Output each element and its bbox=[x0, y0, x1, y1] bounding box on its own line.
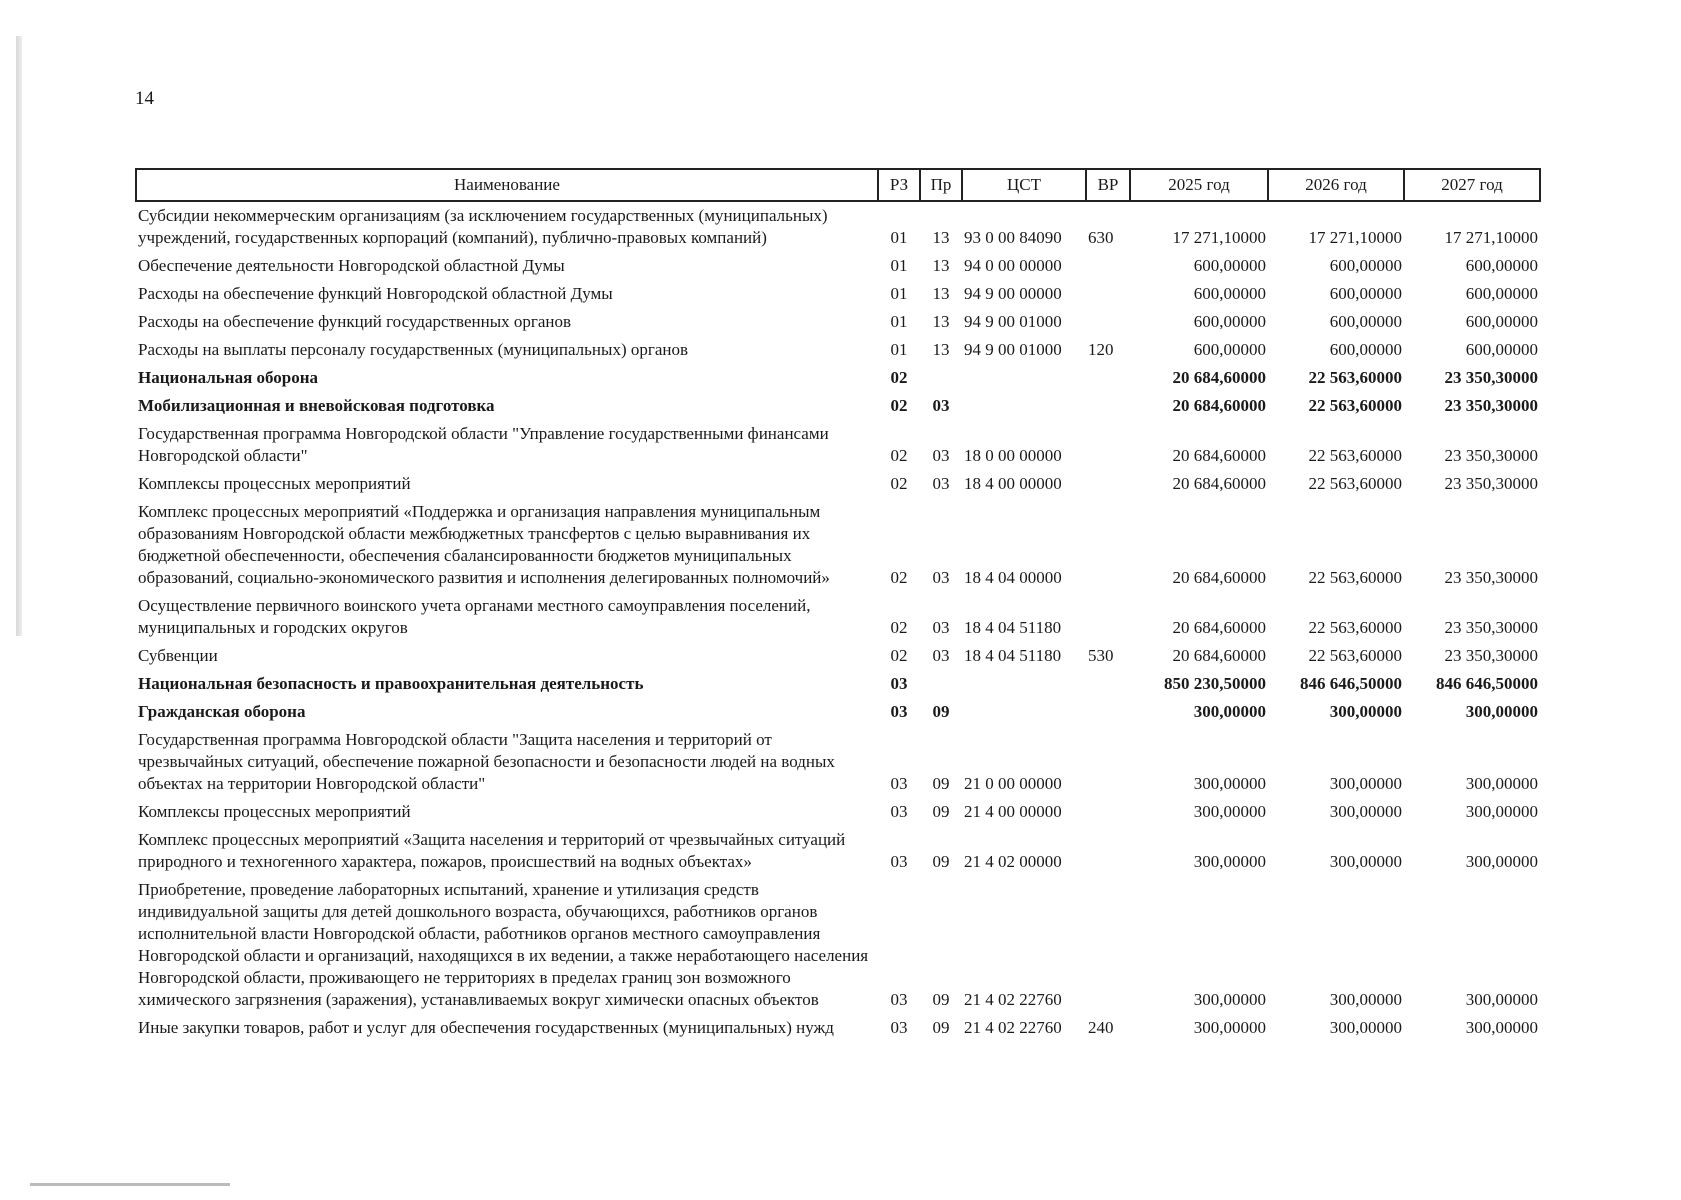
row-cst bbox=[962, 698, 1086, 726]
row-amount-2026: 600,00000 bbox=[1329, 312, 1402, 331]
row-amount-2026: 22 563,60000 bbox=[1308, 396, 1402, 415]
table-row bbox=[136, 308, 1540, 336]
row-vr: 120 bbox=[1088, 340, 1114, 359]
row-amount-2027: 300,00000 bbox=[1465, 802, 1538, 821]
row-amount-2027: 846 646,50000 bbox=[1436, 674, 1538, 693]
table-header-row bbox=[136, 169, 1540, 201]
row-amount-2027: 600,00000 bbox=[1465, 312, 1538, 331]
row-name: Комплекс процессных мероприятий «Защита населения и территорий от чрезвычайных ситуаций природного и техногенного характера, пожаров, происшествий на водных объектах» bbox=[138, 830, 846, 871]
row-cst: 21 4 02 22760 bbox=[964, 1018, 1062, 1037]
row-amount-2025: 300,00000 bbox=[1193, 802, 1266, 821]
table-row bbox=[136, 420, 1540, 470]
row-cst: 18 4 04 00000 bbox=[964, 568, 1062, 587]
header-2026: 2026 год bbox=[1268, 169, 1404, 201]
row-rz: 02 bbox=[890, 568, 908, 587]
row-amount-2025: 600,00000 bbox=[1193, 340, 1266, 359]
row-rz: 03 bbox=[890, 852, 908, 871]
page-number: 14 bbox=[135, 88, 154, 109]
row-cst: 21 4 02 00000 bbox=[964, 852, 1062, 871]
row-amount-2025: 20 684,60000 bbox=[1172, 618, 1266, 637]
row-pr: 03 bbox=[932, 446, 950, 465]
row-cst bbox=[962, 670, 1086, 698]
row-rz: 03 bbox=[890, 674, 908, 693]
row-vr: 240 bbox=[1088, 1018, 1114, 1037]
row-amount-2026: 300,00000 bbox=[1329, 802, 1402, 821]
row-cst: 94 9 00 01000 bbox=[964, 312, 1062, 331]
row-rz: 03 bbox=[890, 990, 908, 1009]
row-amount-2025: 300,00000 bbox=[1193, 702, 1266, 721]
row-amount-2026: 22 563,60000 bbox=[1308, 568, 1402, 587]
row-amount-2027: 300,00000 bbox=[1465, 774, 1538, 793]
row-cst: 94 0 00 00000 bbox=[964, 256, 1062, 275]
table-row bbox=[136, 252, 1540, 280]
row-vr bbox=[1086, 698, 1130, 726]
row-amount-2026: 300,00000 bbox=[1329, 852, 1402, 871]
budget-table bbox=[135, 168, 1541, 1042]
row-cst bbox=[962, 364, 1086, 392]
row-amount-2025: 300,00000 bbox=[1193, 852, 1266, 871]
row-pr: 13 bbox=[932, 228, 950, 247]
row-pr: 03 bbox=[932, 396, 950, 415]
table-row bbox=[136, 1014, 1540, 1042]
row-vr bbox=[1086, 798, 1130, 826]
row-amount-2026: 600,00000 bbox=[1329, 256, 1402, 275]
row-name: Приобретение, проведение лабораторных испытаний, хранение и утилизация средств индивидуальной защиты для детей дошкольного возраста, обучающихся, работников органов исполнительной власти Новгородской области, работников органов местного самоуправления Новгородской области и организаций, находящихся в их ведении, а также неработающего населения Новгородской области, проживающего не территориях в пределах границ зон возможного химического загрязнения (заражения), устанавливаемых вокруг химически опасных объектов bbox=[138, 880, 869, 1009]
row-name: Национальная оборона bbox=[138, 368, 319, 387]
row-amount-2027: 23 350,30000 bbox=[1444, 474, 1538, 493]
row-vr: 630 bbox=[1088, 228, 1114, 247]
row-cst: 18 4 04 51180 bbox=[964, 646, 1062, 665]
row-amount-2026: 22 563,60000 bbox=[1308, 446, 1402, 465]
row-pr: 13 bbox=[932, 340, 950, 359]
row-amount-2025: 20 684,60000 bbox=[1172, 368, 1266, 387]
row-amount-2025: 20 684,60000 bbox=[1172, 446, 1266, 465]
table-row bbox=[136, 876, 1540, 1014]
row-vr bbox=[1086, 252, 1130, 280]
row-name: Комплексы процессных мероприятий bbox=[138, 802, 411, 821]
table-row bbox=[136, 364, 1540, 392]
row-name: Обеспечение деятельности Новгородской областной Думы bbox=[138, 256, 565, 275]
row-pr bbox=[920, 670, 962, 698]
row-amount-2027: 17 271,10000 bbox=[1444, 228, 1538, 247]
table-row bbox=[136, 642, 1540, 670]
row-amount-2026: 300,00000 bbox=[1329, 774, 1402, 793]
row-amount-2026: 300,00000 bbox=[1329, 1018, 1402, 1037]
header-2027: 2027 год bbox=[1404, 169, 1540, 201]
row-rz: 03 bbox=[890, 702, 908, 721]
row-amount-2025: 600,00000 bbox=[1193, 284, 1266, 303]
table-row bbox=[136, 201, 1540, 252]
row-rz: 02 bbox=[890, 618, 908, 637]
row-cst: 18 0 00 00000 bbox=[964, 446, 1062, 465]
row-vr: 530 bbox=[1088, 646, 1114, 665]
row-amount-2027: 23 350,30000 bbox=[1444, 396, 1538, 415]
row-amount-2027: 23 350,30000 bbox=[1444, 618, 1538, 637]
row-amount-2025: 20 684,60000 bbox=[1172, 396, 1266, 415]
table-row bbox=[136, 726, 1540, 798]
row-amount-2026: 846 646,50000 bbox=[1300, 674, 1402, 693]
row-pr: 03 bbox=[932, 568, 950, 587]
row-amount-2025: 300,00000 bbox=[1193, 1018, 1266, 1037]
row-rz: 02 bbox=[890, 368, 908, 387]
row-amount-2026: 22 563,60000 bbox=[1308, 646, 1402, 665]
row-amount-2027: 300,00000 bbox=[1465, 990, 1538, 1009]
table-row bbox=[136, 392, 1540, 420]
row-amount-2025: 850 230,50000 bbox=[1164, 674, 1266, 693]
row-cst bbox=[962, 392, 1086, 420]
header-pr: Пр bbox=[920, 169, 962, 201]
table-row bbox=[136, 336, 1540, 364]
table-row bbox=[136, 470, 1540, 498]
row-name: Субвенции bbox=[138, 646, 218, 665]
row-amount-2026: 22 563,60000 bbox=[1308, 618, 1402, 637]
row-amount-2025: 600,00000 bbox=[1193, 256, 1266, 275]
row-amount-2027: 23 350,30000 bbox=[1444, 646, 1538, 665]
row-cst: 93 0 00 84090 bbox=[964, 228, 1062, 247]
row-amount-2025: 17 271,10000 bbox=[1172, 228, 1266, 247]
scan-bottom-mark bbox=[30, 1183, 230, 1186]
row-rz: 03 bbox=[890, 802, 908, 821]
row-pr: 13 bbox=[932, 312, 950, 331]
row-amount-2026: 600,00000 bbox=[1329, 284, 1402, 303]
row-amount-2027: 23 350,30000 bbox=[1444, 368, 1538, 387]
row-amount-2026: 300,00000 bbox=[1329, 702, 1402, 721]
row-amount-2026: 22 563,60000 bbox=[1308, 474, 1402, 493]
row-amount-2026: 600,00000 bbox=[1329, 340, 1402, 359]
row-amount-2027: 300,00000 bbox=[1465, 1018, 1538, 1037]
row-cst: 94 9 00 00000 bbox=[964, 284, 1062, 303]
row-pr: 03 bbox=[932, 618, 950, 637]
row-pr: 09 bbox=[932, 852, 950, 871]
row-pr: 13 bbox=[932, 284, 950, 303]
row-amount-2027: 600,00000 bbox=[1465, 340, 1538, 359]
header-2025: 2025 год bbox=[1130, 169, 1268, 201]
row-amount-2025: 20 684,60000 bbox=[1172, 474, 1266, 493]
row-rz: 01 bbox=[890, 228, 908, 247]
header-vr: ВР bbox=[1086, 169, 1130, 201]
row-name: Национальная безопасность и правоохранительная деятельность bbox=[138, 674, 644, 693]
row-cst: 21 4 00 00000 bbox=[964, 802, 1062, 821]
row-amount-2027: 300,00000 bbox=[1465, 702, 1538, 721]
row-name: Государственная программа Новгородской области "Управление государственными финансами Новгородской области" bbox=[138, 424, 829, 465]
row-rz: 01 bbox=[890, 340, 908, 359]
row-amount-2025: 300,00000 bbox=[1193, 774, 1266, 793]
row-pr: 09 bbox=[932, 802, 950, 821]
header-name: Наименование bbox=[136, 169, 878, 201]
row-rz: 02 bbox=[890, 474, 908, 493]
table-row bbox=[136, 698, 1540, 726]
row-amount-2026: 17 271,10000 bbox=[1308, 228, 1402, 247]
row-name: Осуществление первичного воинского учета органами местного самоуправления поселений, муниципальных и городских округов bbox=[138, 596, 811, 637]
row-amount-2026: 22 563,60000 bbox=[1308, 368, 1402, 387]
header-rz: РЗ bbox=[878, 169, 920, 201]
row-rz: 02 bbox=[890, 396, 908, 415]
row-rz: 02 bbox=[890, 646, 908, 665]
row-name: Гражданская оборона bbox=[138, 702, 306, 721]
row-name: Расходы на обеспечение функций государственных органов bbox=[138, 312, 572, 331]
row-rz: 03 bbox=[890, 1018, 908, 1037]
row-pr: 09 bbox=[932, 990, 950, 1009]
row-amount-2026: 300,00000 bbox=[1329, 990, 1402, 1009]
table-row bbox=[136, 592, 1540, 642]
row-pr: 03 bbox=[932, 474, 950, 493]
row-name: Комплексы процессных мероприятий bbox=[138, 474, 411, 493]
row-vr bbox=[1086, 498, 1130, 592]
row-rz: 02 bbox=[890, 446, 908, 465]
row-amount-2025: 20 684,60000 bbox=[1172, 568, 1266, 587]
row-vr bbox=[1086, 592, 1130, 642]
row-amount-2027: 600,00000 bbox=[1465, 256, 1538, 275]
header-cst: ЦСТ bbox=[962, 169, 1086, 201]
row-vr bbox=[1086, 470, 1130, 498]
row-name: Комплекс процессных мероприятий «Поддержка и организация направления муниципальным образованиям Новгородской области межбюджетных трансфертов с целью выравнивания их бюджетной обеспеченности, обеспечения сбалансированности бюджетов муниципальных образований, социально-экономического развития и исполнения делегированных полномочий» bbox=[138, 502, 830, 587]
row-vr bbox=[1086, 826, 1130, 876]
row-amount-2025: 20 684,60000 bbox=[1172, 646, 1266, 665]
row-vr bbox=[1086, 726, 1130, 798]
row-pr: 13 bbox=[932, 256, 950, 275]
row-name: Субсидии некоммерческим организациям (за исключением государственных (муниципальных) учреждений, государственных корпораций (компаний), публично-правовых компаний) bbox=[138, 206, 828, 247]
row-pr: 03 bbox=[932, 646, 950, 665]
table-row bbox=[136, 670, 1540, 698]
row-amount-2027: 600,00000 bbox=[1465, 284, 1538, 303]
row-vr bbox=[1086, 280, 1130, 308]
row-name: Государственная программа Новгородской области "Защита населения и территорий от чрезвычайных ситуаций, обеспечение пожарной безопасности и безопасности людей на водных объектах на территории Новгородской области" bbox=[138, 730, 835, 793]
row-cst: 94 9 00 01000 bbox=[964, 340, 1062, 359]
row-name: Мобилизационная и вневойсковая подготовка bbox=[138, 396, 495, 415]
row-vr bbox=[1086, 420, 1130, 470]
row-amount-2027: 23 350,30000 bbox=[1444, 568, 1538, 587]
row-name: Расходы на выплаты персоналу государственных (муниципальных) органов bbox=[138, 340, 688, 359]
row-pr: 09 bbox=[932, 702, 950, 721]
table-row bbox=[136, 798, 1540, 826]
row-rz: 01 bbox=[890, 256, 908, 275]
row-pr bbox=[920, 364, 962, 392]
table-row bbox=[136, 826, 1540, 876]
scan-edge-shadow bbox=[16, 36, 22, 636]
row-amount-2027: 23 350,30000 bbox=[1444, 446, 1538, 465]
table-row bbox=[136, 498, 1540, 592]
row-pr: 09 bbox=[932, 1018, 950, 1037]
row-vr bbox=[1086, 876, 1130, 1014]
row-cst: 18 4 00 00000 bbox=[964, 474, 1062, 493]
row-vr bbox=[1086, 392, 1130, 420]
table-row bbox=[136, 280, 1540, 308]
row-amount-2025: 300,00000 bbox=[1193, 990, 1266, 1009]
row-rz: 01 bbox=[890, 312, 908, 331]
row-pr: 09 bbox=[932, 774, 950, 793]
row-rz: 01 bbox=[890, 284, 908, 303]
row-name: Расходы на обеспечение функций Новгородской областной Думы bbox=[138, 284, 613, 303]
row-cst: 21 0 00 00000 bbox=[964, 774, 1062, 793]
row-cst: 21 4 02 22760 bbox=[964, 990, 1062, 1009]
row-name: Иные закупки товаров, работ и услуг для обеспечения государственных (муниципальных) нужд bbox=[138, 1018, 834, 1037]
row-vr bbox=[1086, 670, 1130, 698]
row-cst: 18 4 04 51180 bbox=[964, 618, 1062, 637]
row-vr bbox=[1086, 308, 1130, 336]
row-rz: 03 bbox=[890, 774, 908, 793]
row-amount-2027: 300,00000 bbox=[1465, 852, 1538, 871]
row-amount-2025: 600,00000 bbox=[1193, 312, 1266, 331]
table-body bbox=[136, 201, 1540, 1042]
row-vr bbox=[1086, 364, 1130, 392]
